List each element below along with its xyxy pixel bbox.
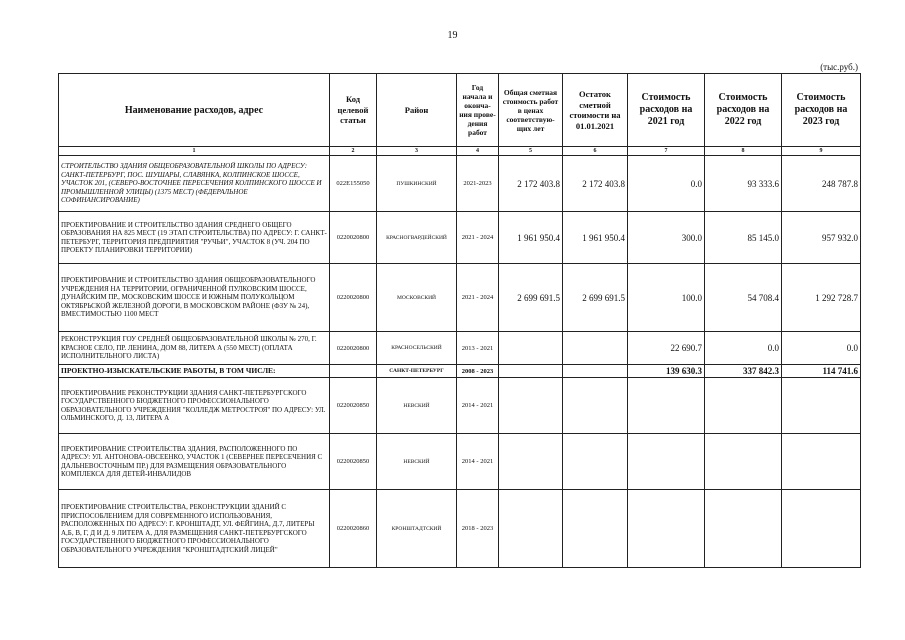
column-number-row [59,147,861,156]
row-code: 0220020800 [330,264,377,332]
row-remaining: 2 699 691.5 [563,264,628,332]
column-number: 9 [782,147,861,156]
header-cost-2021: Стоимость расходов на 2021 год [628,74,705,147]
column-number: 1 [59,147,330,156]
column-number: 3 [377,147,457,156]
header-district: Район [377,74,457,147]
row-total-cost: 1 961 950.4 [499,212,563,264]
row-name: СТРОИТЕЛЬСТВО ЗДАНИЯ ОБЩЕОБРАЗОВАТЕЛЬНОЙ ШКОЛЫ ПО АДРЕСУ: САНКТ-ПЕТЕРБУРГ, ПОС. ШУШАРЫ, СЛАВЯНКА, КОЛПИНСКОЕ ШОССЕ, УЧАСТОК 201, (СЕВЕРО-ВОСТОЧНЕЕ ПЕРЕСЕЧЕНИЯ КОЛПИНСКОГО ШОССЕ И ПРОМЫШЛЕННОЙ УЛИЦЫ) (1375 МЕСТ) (ФЕДЕРАЛЬНОЕ СОФИНАНСИРОВАНИЕ) [59,156,330,212]
row-name: ПРОЕКТНО-ИЗЫСКАТЕЛЬСКИЕ РАБОТЫ, В ТОМ ЧИСЛЕ: [59,365,330,378]
unit-note: (тыс.руб.) [820,62,858,72]
row-name: РЕКОНСТРУКЦИЯ ГОУ СРЕДНЕЙ ОБЩЕОБРАЗОВАТЕЛЬНОЙ ШКОЛЫ № 270, Г. КРАСНОЕ СЕЛО, ПР. ЛЕНИНА, ДОМ 88, ЛИТЕРА А (550 МЕСТ) (ОПЛАТА ИСПОЛНИТЕЛЬНОГО ЛИСТА) [59,332,330,365]
row-years: 2021 - 2024 [457,212,499,264]
row-remaining [563,378,628,434]
row-cost-2021: 0.0 [628,156,705,212]
table-row [59,264,861,332]
row-cost-2023: 0.0 [782,332,861,365]
row-code: 0220020800 [330,212,377,264]
row-name: ПРОЕКТИРОВАНИЕ И СТРОИТЕЛЬСТВО ЗДАНИЯ СРЕДНЕГО ОБЩЕГО ОБРАЗОВАНИЯ НА 825 МЕСТ (19 ЭТАП СТРОИТЕЛЬСТВА) ПО АДРЕСУ: Г. САНКТ-ПЕТЕРБУРГ, ТЕРРИТОРИЯ ПРЕДПРИЯТИЯ "РУЧЬИ", УЧАСТОК 8 (УЧ. 204 ПО ПРОЕКТУ ПЛАНИРОВКИ ТЕРРИТОРИИ) [59,212,330,264]
row-years: 2021 - 2024 [457,264,499,332]
header-row [59,74,861,147]
row-remaining: 1 961 950.4 [563,212,628,264]
table-row [59,156,861,212]
row-years: 2014 - 2021 [457,378,499,434]
row-district: МОСКОВСКИЙ [377,264,457,332]
row-remaining: 2 172 403.8 [563,156,628,212]
row-code: 0220020800 [330,332,377,365]
column-number: 2 [330,147,377,156]
row-cost-2021 [628,434,705,490]
row-years: 2008 - 2023 [457,365,499,378]
row-years: 2018 - 2023 [457,490,499,568]
table-row [59,378,861,434]
row-years: 2014 - 2021 [457,434,499,490]
row-total-cost [499,365,563,378]
row-cost-2022: 93 333.6 [705,156,782,212]
row-cost-2023 [782,434,861,490]
row-name: ПРОЕКТИРОВАНИЕ СТРОИТЕЛЬСТВА ЗДАНИЯ, РАСПОЛОЖЕННОГО ПО АДРЕСУ: УЛ. АНТОНОВА-ОВСЕЕНКО, УЧАСТОК 1 (СЕВЕРНЕЕ ПЕРЕСЕЧЕНИЯ С ДАЛЬНЕВОСТОЧНЫМ ПР.) ДЛЯ РАЗМЕЩЕНИЯ ОБРАЗОВАТЕЛЬНОГО КОМПЛЕКСА ДЛЯ ДЕТЕЙ-ИНВАЛИДОВ [59,434,330,490]
row-cost-2021: 22 690.7 [628,332,705,365]
header-name: Наименование расходов, адрес [59,74,330,147]
row-name: ПРОЕКТИРОВАНИЕ РЕКОНСТРУКЦИИ ЗДАНИЯ САНКТ-ПЕТЕРБУРГСКОГО ГОСУДАРСТВЕННОГО БЮДЖЕТНОГО ПРОФЕССИОНАЛЬНОГО ОБРАЗОВАТЕЛЬНОГО УЧРЕЖДЕНИЯ "КОЛЛЕДЖ МЕТРОСТРОЯ" ПО АДРЕСУ: УЛ. ОЛЬМИНСКОГО, Д. 13, ЛИТЕРА А [59,378,330,434]
row-years: 2013 - 2021 [457,332,499,365]
column-number: 4 [457,147,499,156]
row-cost-2021: 100.0 [628,264,705,332]
row-name: ПРОЕКТИРОВАНИЕ И СТРОИТЕЛЬСТВО ЗДАНИЯ ОБЩЕОБРАЗОВАТЕЛЬНОГО УЧРЕЖДЕНИЯ НА ТЕРРИТОРИИ, ОГРАНИЧЕННОЙ ПУЛКОВСКИМ ШОССЕ, ДУНАЙСКИМ ПР., МОСКОВСКИМ ШОССЕ И ЮЖНЫМ ПОЛУКОЛЬЦОМ ОКТЯБРЬСКОЙ ЖЕЛЕЗНОЙ ДОРОГИ, В МОСКОВСКОМ РАЙОНЕ (ФЗУ № 24), ВМЕСТИМОСТЬЮ 1100 МЕСТ [59,264,330,332]
row-district: НЕВСКИЙ [377,378,457,434]
row-name: ПРОЕКТИРОВАНИЕ СТРОИТЕЛЬСТВА, РЕКОНСТРУКЦИИ ЗДАНИЙ С ПРИСПОСОБЛЕНИЕМ ДЛЯ СОВРЕМЕННОГО ИСПОЛЬЗОВАНИЯ, РАСПОЛОЖЕННЫХ ПО АДРЕСУ: Г. КРОНШТАДТ, УЛ. ФЕЙГИНА, Д.7, ЛИТЕРЫ А,Б, В, Г, Д И Д. 9 ЛИТЕРА А, ДЛЯ РАЗМЕЩЕНИЯ САНКТ-ПЕТЕРБУРГСКОГО ГОСУДАРСТВЕННОГО БЮДЖЕТНОГО ПРОФЕССИОНАЛЬНОГО ОБРАЗОВАТЕЛЬНОГО УЧРЕЖДЕНИЯ "КРОНШТАДТСКИЙ ЛИЦЕЙ" [59,490,330,568]
header-cost-2022: Стоимость расходов на 2022 год [705,74,782,147]
row-district: НЕВСКИЙ [377,434,457,490]
row-code: 022Е155050 [330,156,377,212]
row-cost-2022 [705,490,782,568]
row-code: 0220020860 [330,490,377,568]
table-row-subtotal [59,365,861,378]
row-code: 0220020850 [330,434,377,490]
row-district: САНКТ-ПЕТЕРБУРГ [377,365,457,378]
row-cost-2023: 114 741.6 [782,365,861,378]
column-number: 7 [628,147,705,156]
row-cost-2023 [782,490,861,568]
row-cost-2022: 337 842.3 [705,365,782,378]
row-cost-2022: 0.0 [705,332,782,365]
row-total-cost [499,434,563,490]
column-number: 5 [499,147,563,156]
row-remaining [563,365,628,378]
table-row [59,490,861,568]
row-cost-2021 [628,490,705,568]
row-cost-2022: 54 708.4 [705,264,782,332]
header-remaining: Остаток сметной стоимости на 01.01.2021 [563,74,628,147]
row-cost-2021: 300.0 [628,212,705,264]
row-total-cost [499,332,563,365]
row-total-cost [499,490,563,568]
row-cost-2022 [705,434,782,490]
row-district: КРАСНОСЕЛЬСКИЙ [377,332,457,365]
table-row [59,212,861,264]
row-code [330,365,377,378]
row-remaining [563,332,628,365]
header-code: Код целевой статьи [330,74,377,147]
column-number: 6 [563,147,628,156]
table-body [59,156,861,568]
row-district: КРОНШТАДТСКИЙ [377,490,457,568]
row-remaining [563,434,628,490]
table-row [59,434,861,490]
header-total-cost: Общая сметная стоимость работ в ценах соответствую-щих лет [499,74,563,147]
row-total-cost: 2 172 403.8 [499,156,563,212]
table-row [59,332,861,365]
column-number: 8 [705,147,782,156]
row-years: 2021-2023 [457,156,499,212]
row-remaining [563,490,628,568]
row-district: КРАСНОГВАРДЕЙСКИЙ [377,212,457,264]
header-years: Год начала и оконча-ния прове-дения работ [457,74,499,147]
row-total-cost [499,378,563,434]
header-cost-2023: Стоимость расходов на 2023 год [782,74,861,147]
row-cost-2021 [628,378,705,434]
page-number: 19 [447,30,458,41]
row-cost-2021: 139 630.3 [628,365,705,378]
row-district: ПУШКИНСКИЙ [377,156,457,212]
row-total-cost: 2 699 691.5 [499,264,563,332]
row-cost-2022: 85 145.0 [705,212,782,264]
row-cost-2023: 957 932.0 [782,212,861,264]
row-cost-2023 [782,378,861,434]
row-cost-2023: 248 787.8 [782,156,861,212]
row-cost-2022 [705,378,782,434]
row-code: 0220020850 [330,378,377,434]
row-cost-2023: 1 292 728.7 [782,264,861,332]
budget-table [58,73,861,568]
